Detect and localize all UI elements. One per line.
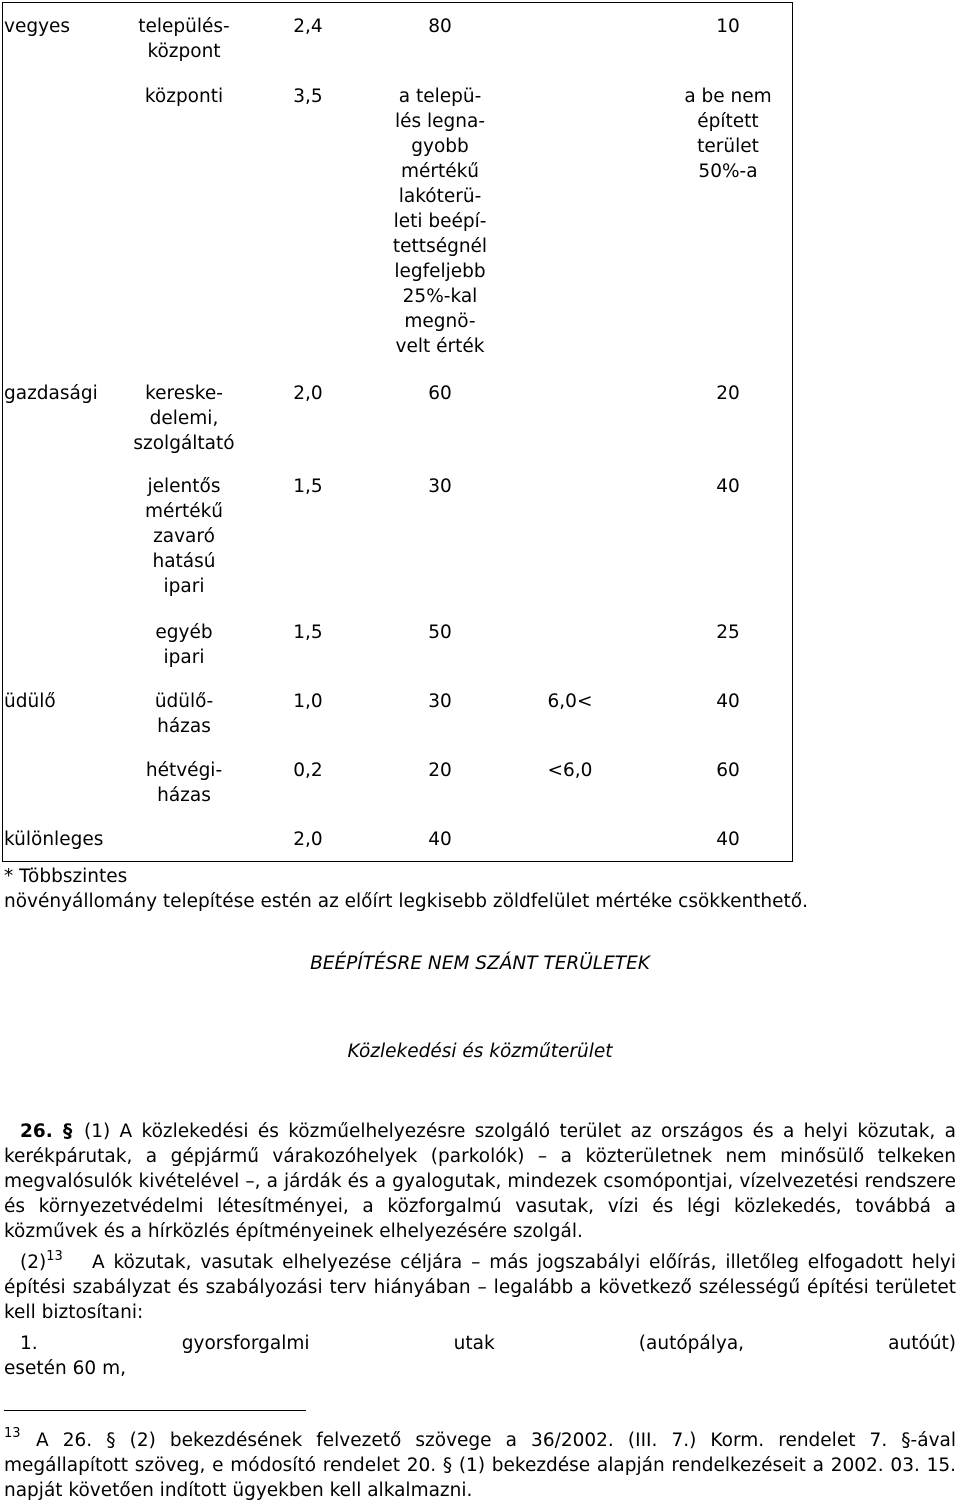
table-cell-v1: 2,0 (293, 383, 323, 404)
table-cell-b: kereske- delemi, szolgáltató (133, 383, 235, 454)
para1-line-4: közművek és a hírközlés építményeinek elhelyezésére szolgál. (4, 1221, 583, 1242)
table-cell-v4: 40 (716, 829, 740, 850)
para1-line-0-text: (1) A közlekedési és közműelhelyezésre szolgáló terület az országos és a helyi közutak, a (84, 1121, 956, 1142)
para2-prefix-wrap (20, 1250, 63, 1275)
table-cell-v3: 6,0< (547, 691, 593, 712)
table-border-left (2, 2, 3, 862)
table-cell-v1: 3,5 (293, 86, 323, 107)
section-title: BEÉPÍTÉSRE NEM SZÁNT TERÜLETEK (310, 953, 650, 974)
list-item-1 (4, 1331, 956, 1381)
table-cell-b: jelentős mértékű zavaró hatású ipari (144, 476, 224, 597)
footnote-separator (4, 1410, 306, 1411)
paragraph-26-1 (4, 1119, 956, 1244)
table-cell-v4: a be nem épített terület 50%-a (684, 86, 772, 182)
list-item-line-1-text: 1. gyorsforgalmi utak (autópálya, autóút) (20, 1333, 956, 1354)
list-item-line-2: esetén 60 m, (4, 1358, 126, 1379)
paragraph-26-2 (4, 1250, 956, 1325)
para2-footnote-ref: 13 (46, 1249, 63, 1264)
para1-line-1: kerékpárutak, a gépjármű várakozóhelyek (parkolók) – a közterületnek nem minősülő telkeken (4, 1146, 956, 1167)
footnote-number: 13 (4, 1426, 21, 1441)
para1-number: 26. (20, 1121, 53, 1142)
para1-line-0 (4, 1119, 956, 1144)
footnote-line-2: napját követően indított ügyekben kell alkalmazni. (4, 1480, 473, 1501)
table-cell-v4: 60 (716, 760, 740, 781)
table-cell-v3: <6,0 (547, 760, 593, 781)
table-cell-v4: 40 (716, 691, 740, 712)
table-cell-v2: 40 (428, 829, 452, 850)
list-item-line-1 (4, 1331, 956, 1356)
table-cell-v2: a telepü- lés legna- gyobb mértékű lakóterü- leti beépí- tettségnél legfeljebb 25%-kal megnö- velt érték (392, 86, 488, 357)
table-cell-v2: 30 (428, 691, 452, 712)
table-cell-v4: 40 (716, 476, 740, 497)
table-cell-a: különleges (4, 829, 104, 850)
para2-line-2: kell biztosítani: (4, 1302, 144, 1323)
table-cell-v2: 50 (428, 622, 452, 643)
table-cell-a: üdülő (4, 691, 56, 712)
table-cell-v1: 1,5 (293, 476, 323, 497)
table-border-top (2, 2, 793, 3)
table-cell-v4: 25 (716, 622, 740, 643)
footnote-line-0-text: A 26. § (2) bekezdésének felvezető szövege a 36/2002. (III. 7.) Korm. rendelet 7. §-ával (36, 1430, 956, 1451)
table-cell-v2: 20 (428, 760, 452, 781)
footnote-line-0 (4, 1428, 956, 1453)
table-cell-v4: 20 (716, 383, 740, 404)
table-cell-v1: 0,2 (293, 760, 323, 781)
table-cell-a: vegyes (4, 16, 71, 37)
table-cell-v4: 10 (716, 16, 740, 37)
para2-line-0 (4, 1250, 956, 1275)
table-cell-v1: 1,5 (293, 622, 323, 643)
para1-section-sign: § (63, 1121, 73, 1142)
para1-line-3: és környezetvédelmi létesítményei, a közforgalmú vasutak, vízi és légi közlekedés, továbbá a (4, 1196, 956, 1217)
table-border-bottom (2, 861, 793, 862)
footnote-line-1: megállapított szöveg, e módosító rendelet 20. § (1) bekezdése alapján rendelkezéseit a 2002. 03. 15. (4, 1455, 956, 1476)
table-cell-v1: 1,0 (293, 691, 323, 712)
para2-line-1: építési szabályzat és szabályozási terv hiányában – legalább a következő szélességű építési területet (4, 1277, 956, 1298)
table-cell-a: gazdasági (4, 383, 98, 404)
para2-line-0-text: A közutak, vasutak elhelyezése céljára – más jogszabályi előírás, illetőleg elfogadott helyi (92, 1252, 956, 1273)
table-cell-b: üdülő- házas (154, 691, 214, 737)
table-cell-b: egyéb ipari (155, 622, 213, 668)
table-cell-v2: 60 (428, 383, 452, 404)
subsection-title: Közlekedési és közműterület (347, 1041, 613, 1062)
footnote-star-line2: növényállomány telepítése estén az előírt legkisebb zöldfelület mértéke csökkenthető. (4, 891, 808, 912)
table-cell-v1: 2,0 (293, 829, 323, 850)
para1-line-2: megvalósulók kivételével –, a járdák és a gyalogutak, mindezek csomópontjai, vízelvezetési rendszere (4, 1171, 956, 1192)
footnote-star-line1: * Többszintes (4, 866, 128, 887)
table-border-right (792, 2, 793, 862)
table-cell-v1: 2,4 (293, 16, 323, 37)
table-cell-v2: 80 (428, 16, 452, 37)
table-cell-b: központi (144, 86, 224, 107)
table-cell-v2: 30 (428, 476, 452, 497)
para2-prefix: (2) (20, 1252, 47, 1273)
footnote-13 (4, 1428, 956, 1503)
table-cell-b: település- központ (138, 16, 230, 62)
table-cell-b: hétvégi- házas (145, 760, 223, 806)
